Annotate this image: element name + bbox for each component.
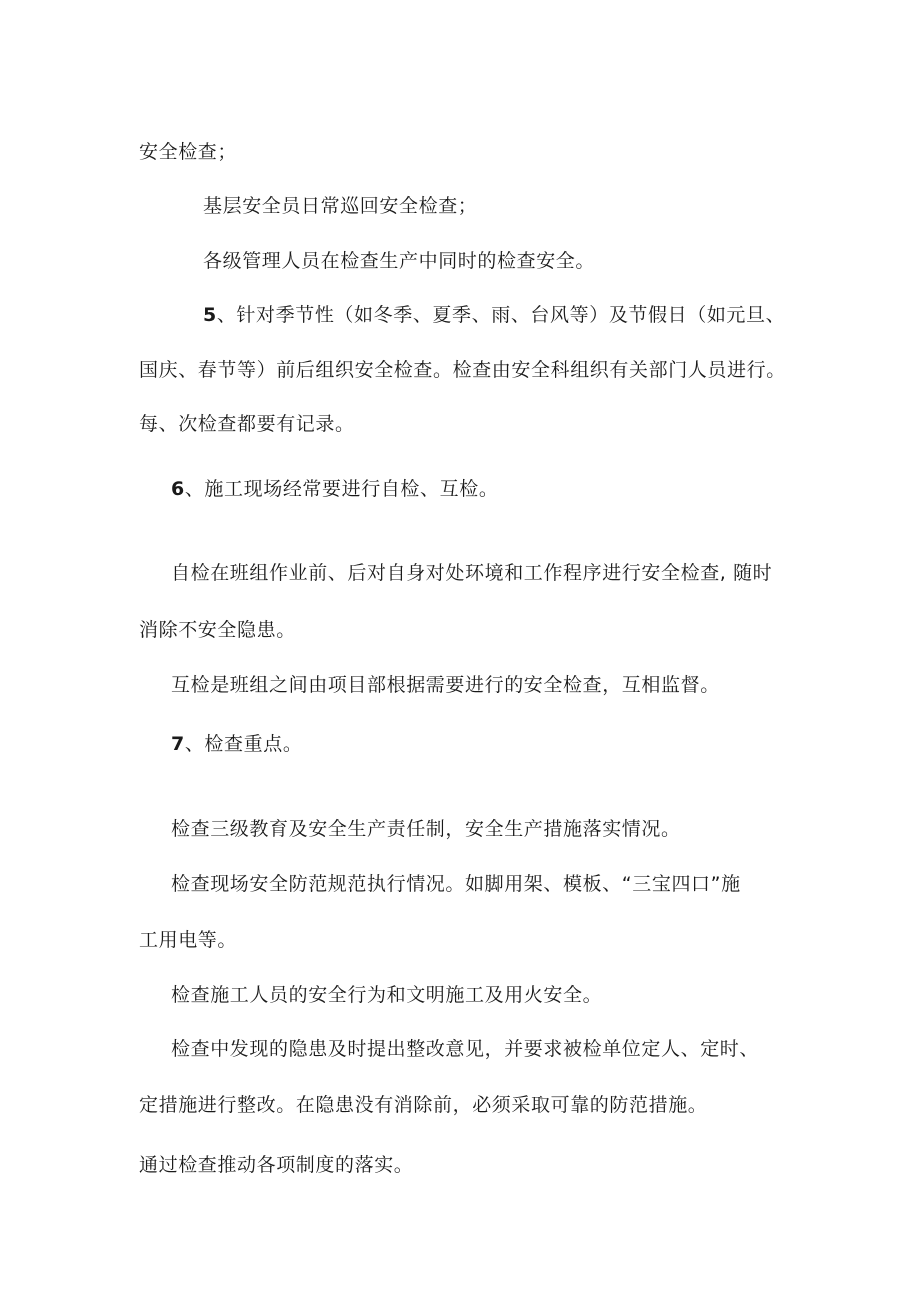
line-text: 通过检查推动各项制度的落实。 xyxy=(139,1154,414,1176)
line-text: 定措施进行整改。在隐患没有消除前，必须采取可靠的防范措施。 xyxy=(139,1094,708,1116)
line-text: 、针对季节性（如冬季、夏季、雨、台风等）及节假日（如元旦、 xyxy=(216,304,786,326)
item-number: 6 xyxy=(171,478,185,500)
text-line xyxy=(139,140,237,164)
line-text: 检查三级教育及安全生产责任制，安全生产措施落实情况。 xyxy=(171,818,681,840)
line-text: 各级管理人员在检查生产中同时的检查安全。 xyxy=(203,250,596,272)
line-text: 基层安全员日常巡回安全检查； xyxy=(203,195,478,217)
line-text: 自检在班组作业前、后对自身对处环境和工作程序进行安全检查, 随时 xyxy=(171,562,773,584)
line-text: 国庆、春节等）前后组织安全检查。检查由安全科组织有关部门人员进行。 xyxy=(139,359,786,381)
item-number: 5 xyxy=(203,304,217,326)
line-text: 检查中发现的隐患及时提出整改意见，并要求被检单位定人、定时、 xyxy=(171,1038,760,1060)
line-text: 工用电等。 xyxy=(139,929,238,951)
line-text: 、施工现场经常要进行自检、互检。 xyxy=(184,478,499,500)
line-text: 每、次检查都要有记录。 xyxy=(139,413,355,435)
text-line xyxy=(171,983,602,1007)
text-line xyxy=(171,673,720,697)
text-line xyxy=(171,817,681,841)
line-text: 安全检查； xyxy=(139,141,238,163)
line-text: 消除不安全隐患。 xyxy=(139,619,296,641)
numbered-heading xyxy=(171,732,302,756)
text-line xyxy=(139,928,237,952)
text-line xyxy=(139,412,355,436)
numbered-heading xyxy=(171,477,498,501)
text-line xyxy=(139,1093,707,1117)
line-text: 、检查重点。 xyxy=(184,733,303,755)
numbered-heading xyxy=(203,303,785,327)
text-line xyxy=(203,194,477,218)
text-line xyxy=(171,872,741,896)
text-line xyxy=(139,618,296,642)
line-text: 互检是班组之间由项目部根据需要进行的安全检查，互相监督。 xyxy=(171,674,720,696)
line-text: 检查现场安全防范规范执行情况。如脚用架、模板、“三宝四口”施 xyxy=(171,873,741,895)
text-line xyxy=(139,1153,413,1177)
text-line xyxy=(203,249,595,273)
text-line xyxy=(171,561,772,585)
text-line xyxy=(139,358,786,382)
item-number: 7 xyxy=(171,733,185,755)
line-text: 检查施工人员的安全行为和文明施工及用火安全。 xyxy=(171,984,603,1006)
text-line xyxy=(171,1037,759,1061)
